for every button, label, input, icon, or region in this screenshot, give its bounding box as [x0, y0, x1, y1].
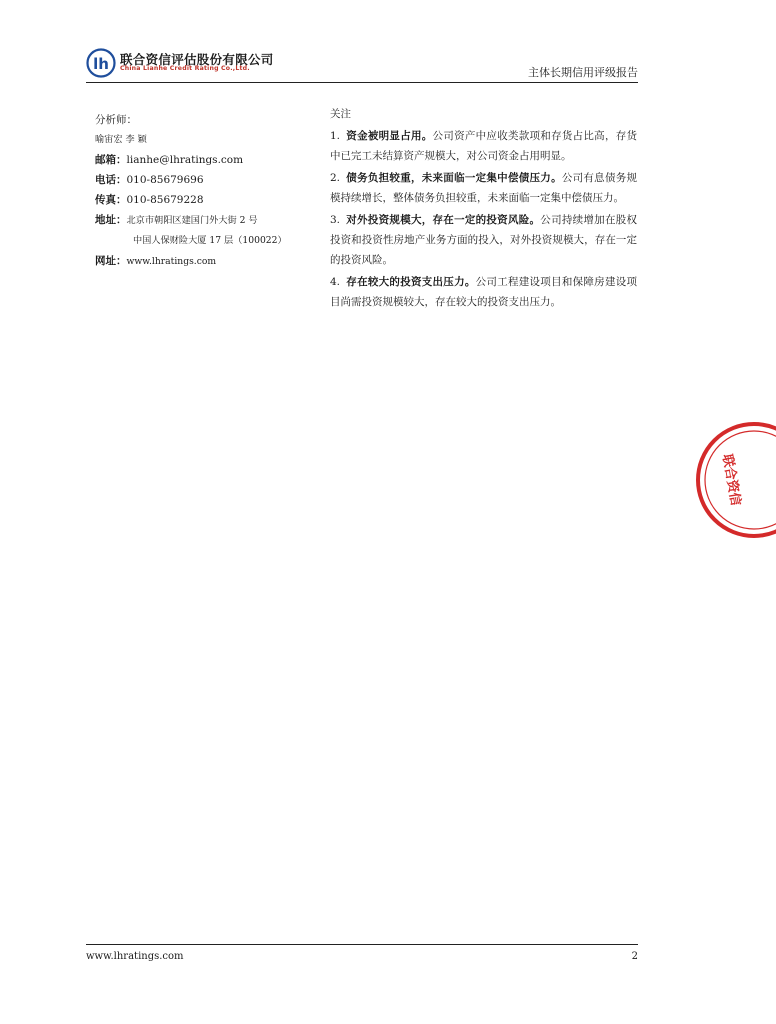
lianhe-logo-icon — [86, 48, 116, 78]
concern-text: 公司持续增加在股权投资和投资性房地产业务方面的投入，对外投资规模大，存在一定的投资风险。 — [330, 214, 638, 266]
email-label: 邮箱： — [95, 154, 127, 166]
analyst-names: 喻宙宏 李 颖 — [95, 134, 147, 145]
concern-title: 资金被明显占用。 — [346, 130, 433, 142]
address-line-1: 北京市朝阳区建国门外大街 2 号 — [126, 215, 258, 226]
phone-row — [95, 170, 310, 190]
contact-info — [95, 110, 310, 272]
concerns-heading: 关注 — [330, 108, 351, 120]
logo-company-name-en: China Lianhe Credit Rating Co.,Ltd. — [120, 65, 250, 72]
logo-mark-text: lh — [93, 55, 109, 73]
footer-divider — [86, 944, 638, 945]
website-label: 网址： — [95, 255, 127, 267]
concern-number: 3. — [330, 214, 341, 226]
phone-label: 电话： — [95, 174, 127, 186]
address-label: 地址： — [95, 214, 127, 226]
seal-text: 联合资信 — [719, 453, 743, 507]
company-seal-stamp — [696, 400, 776, 560]
phone-value: 010-85679696 — [126, 174, 204, 186]
address-row — [95, 210, 310, 231]
concern-title: 存在较大的投资支出压力。 — [346, 276, 476, 288]
website-value[interactable]: www.lhratings.com — [126, 256, 217, 267]
page-number: 2 — [631, 951, 638, 962]
company-logo — [86, 48, 276, 78]
website-row — [95, 251, 310, 272]
footer-website[interactable]: www.lhratings.com — [86, 951, 184, 962]
analyst-label: 分析师： — [95, 114, 137, 126]
concern-item — [330, 210, 637, 270]
fax-row — [95, 190, 310, 210]
concern-number: 4. — [330, 276, 341, 288]
email-value[interactable]: lianhe@lhratings.com — [126, 154, 244, 166]
email-row — [95, 150, 310, 170]
fax-value: 010-85679228 — [126, 194, 204, 206]
concern-text: 公司资产中应收类款项和存货占比高，存货中已完工未结算资产规模大，对公司资金占用明显。 — [330, 130, 638, 162]
fax-label: 传真： — [95, 194, 127, 206]
concern-title: 对外投资规模大，存在一定的投资风险。 — [346, 214, 541, 226]
concern-number: 1. — [330, 130, 341, 142]
logo-company-name-cn: 联合资信评估股份有限公司 — [120, 52, 274, 67]
concern-item — [330, 126, 637, 166]
report-type-title: 主体长期信用评级报告 — [528, 66, 638, 79]
concern-title: 债务负担较重，未来面临一定集中偿债压力。 — [346, 172, 562, 184]
address-line-2: 中国人保财险大厦 17 层（100022） — [133, 235, 287, 246]
concern-text: 公司有息债务规模持续增长，整体债务负担较重，未来面临一定集中偿债压力。 — [330, 172, 638, 204]
analyst-label-row — [95, 110, 310, 130]
header-divider — [86, 82, 638, 83]
concern-item — [330, 168, 637, 208]
concern-item — [330, 272, 637, 312]
concern-number: 2. — [330, 172, 341, 184]
concern-text: 公司工程建设项目和保障房建设项目尚需投资规模较大，存在较大的投资支出压力。 — [330, 276, 638, 308]
concerns-section — [330, 104, 637, 314]
